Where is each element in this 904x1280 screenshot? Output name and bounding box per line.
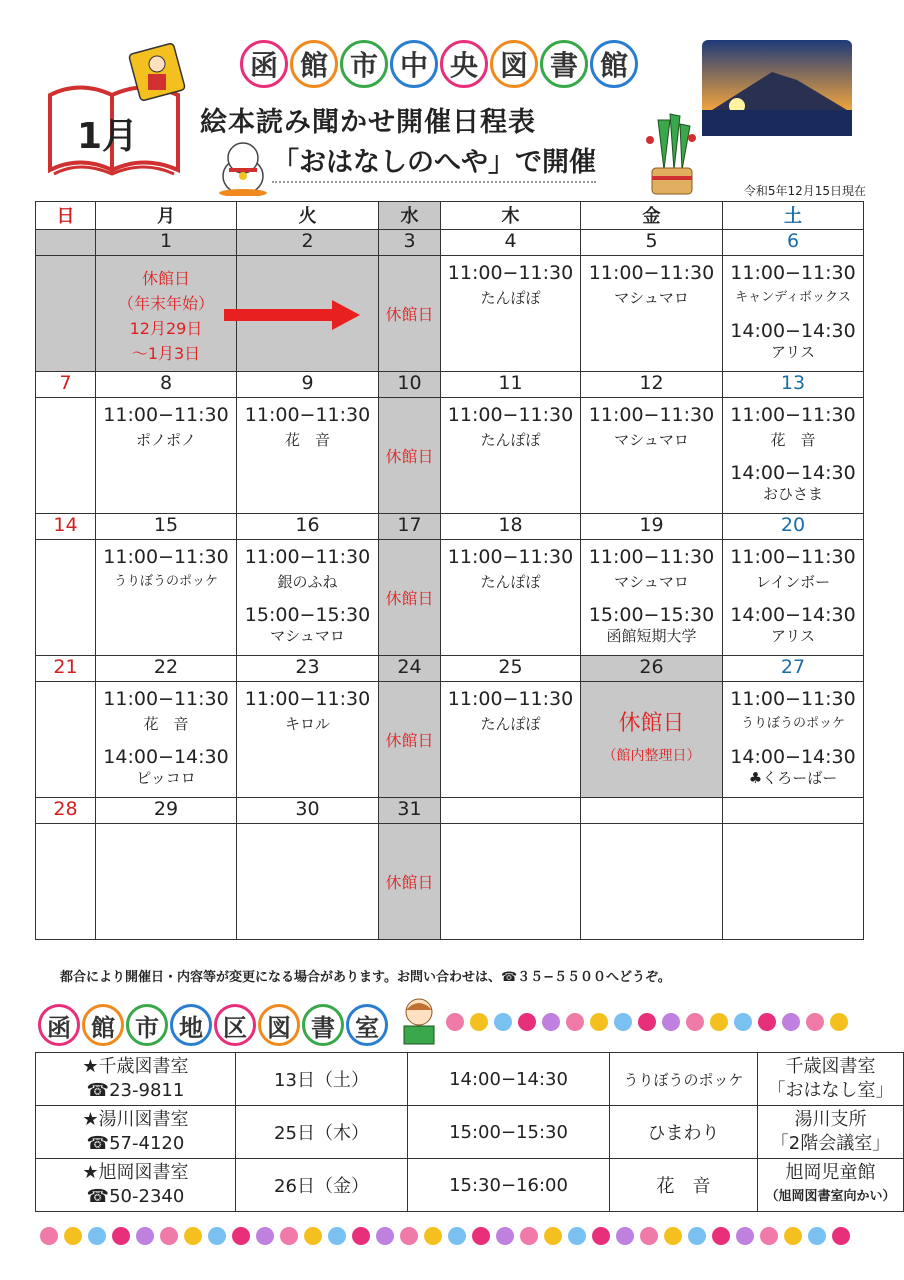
branch-title-circles <box>38 1004 388 1046</box>
flower-icon <box>712 1227 730 1245</box>
session-time: 11:00−11:30 <box>244 688 371 710</box>
closed-label: 休館日 <box>385 447 434 466</box>
date-cell: 12 <box>581 372 723 398</box>
flower-icon <box>832 1227 850 1245</box>
session-time: 11:00−11:30 <box>730 404 856 426</box>
closed-label: 休館日 <box>385 589 434 608</box>
flower-icon <box>280 1227 298 1245</box>
date-cell: 22 <box>96 656 237 682</box>
group-name: うりぼうのポッケ <box>113 574 218 589</box>
schedule-cell <box>379 398 441 514</box>
schedule-cell <box>723 682 864 798</box>
date-cell: 21 <box>36 656 96 682</box>
flower-icon <box>616 1227 634 1245</box>
group-name: ピッコロ <box>136 769 196 787</box>
branch-place-cell <box>758 1053 904 1106</box>
branch-place-cell <box>758 1106 904 1159</box>
schedule-cell <box>36 824 96 940</box>
branch-group: ひまわり <box>610 1106 758 1159</box>
branch-place-cell <box>758 1159 904 1212</box>
flower-icon <box>590 1013 608 1031</box>
date-cell: 16 <box>237 514 379 540</box>
date-cell: 10 <box>379 372 441 398</box>
weekday-header: 木 <box>441 202 581 230</box>
closed-label: 休館日 <box>618 711 685 736</box>
title-char: 央 <box>440 40 488 88</box>
date-cell: 19 <box>581 514 723 540</box>
weekday-header: 月 <box>96 202 237 230</box>
flower-icon <box>686 1013 704 1031</box>
flower-icon <box>688 1227 706 1245</box>
page-title: 絵本読み聞かせ開催日程表 <box>200 107 536 138</box>
weekday-header: 金 <box>581 202 723 230</box>
title-char: 中 <box>390 40 438 88</box>
closed-block <box>96 266 236 366</box>
branch-date: 26日（金） <box>236 1159 408 1212</box>
group-name: たんぽぽ <box>480 431 541 449</box>
session-time: 11:00−11:30 <box>103 688 229 710</box>
branch-title-char: 書 <box>302 1004 344 1046</box>
schedule-cell <box>237 824 379 940</box>
schedule-cell <box>441 256 581 372</box>
closed-note: （館内整理日） <box>602 748 701 764</box>
session-time: 11:00−11:30 <box>447 688 574 710</box>
title-circles <box>240 40 638 88</box>
date-cell: 18 <box>441 514 581 540</box>
schedule-cell <box>379 540 441 656</box>
group-name: たんぽぽ <box>480 289 541 307</box>
session-time: 11:00−11:30 <box>588 262 715 284</box>
branch-group: うりぼうのポッケ <box>610 1053 758 1106</box>
weekday-header: 日 <box>36 202 96 230</box>
schedule-cell <box>441 540 581 656</box>
flower-icon <box>208 1227 226 1245</box>
date-cell <box>581 798 723 824</box>
date-cell <box>441 798 581 824</box>
schedule-cell <box>581 540 723 656</box>
flower-icon <box>662 1013 680 1031</box>
date-cell: 20 <box>723 514 864 540</box>
flower-icon <box>614 1013 632 1031</box>
schedule-cell <box>379 256 441 372</box>
date-cell: 27 <box>723 656 864 682</box>
flower-icon <box>518 1013 536 1031</box>
schedule-cell <box>723 540 864 656</box>
group-name: マシュマロ <box>614 431 689 449</box>
lucky-cat-icon <box>215 138 271 196</box>
branch-name-cell <box>36 1106 236 1159</box>
branch-name: ★旭岡図書室 <box>82 1162 189 1183</box>
group-name: たんぽぽ <box>480 715 541 733</box>
weekday-header: 水 <box>379 202 441 230</box>
flower-border-top <box>446 1008 848 1036</box>
schedule-cell <box>581 398 723 514</box>
flower-icon <box>494 1013 512 1031</box>
flower-icon <box>232 1227 250 1245</box>
schedule-cell <box>36 682 96 798</box>
date-cell: 31 <box>379 798 441 824</box>
closed-label: 休館日 <box>141 269 190 288</box>
schedule-cell <box>36 398 96 514</box>
flower-icon <box>520 1227 538 1245</box>
schedule-cell <box>96 540 237 656</box>
date-cell <box>723 798 864 824</box>
session-time: 11:00−11:30 <box>103 404 229 426</box>
schedule-cell <box>237 540 379 656</box>
date-cell: 9 <box>237 372 379 398</box>
as-of-date: 令和5年12月15日現在 <box>743 184 866 198</box>
branch-title-char: 地 <box>170 1004 212 1046</box>
title-char: 館 <box>590 40 638 88</box>
date-cell: 6 <box>723 230 864 256</box>
sunrise-mountain-image <box>702 40 852 136</box>
kadomatsu-icon <box>640 110 700 196</box>
schedule-cell <box>36 256 96 372</box>
title-char: 図 <box>490 40 538 88</box>
flower-icon <box>64 1227 82 1245</box>
schedule-cell <box>581 682 723 798</box>
date-cell: 14 <box>36 514 96 540</box>
group-name: マシュマロ <box>270 627 345 645</box>
group-name: うりぼうのポッケ <box>740 716 845 731</box>
schedule-cell <box>723 824 864 940</box>
arrow-right-icon <box>224 300 362 330</box>
branch-title-char: 室 <box>346 1004 388 1046</box>
group-name: マシュマロ <box>614 289 689 307</box>
group-name: おひさま <box>762 485 823 503</box>
date-cell: 7 <box>36 372 96 398</box>
date-cell <box>36 230 96 256</box>
reading-child-icon <box>396 996 442 1048</box>
group-name: アリス <box>770 343 816 361</box>
date-cell: 23 <box>237 656 379 682</box>
session-time: 11:00−11:30 <box>730 546 856 568</box>
group-name: 函館短期大学 <box>606 627 697 645</box>
date-cell: 24 <box>379 656 441 682</box>
schedule-cell <box>723 256 864 372</box>
date-cell: 15 <box>96 514 237 540</box>
branch-date: 25日（木） <box>236 1106 408 1159</box>
schedule-cell <box>379 682 441 798</box>
group-name: ポノポノ <box>135 431 196 449</box>
session-time: 14:00−14:30 <box>730 746 856 768</box>
branch-place-note: 「2階会議室」 <box>770 1133 891 1154</box>
schedule-cell <box>441 682 581 798</box>
date-cell: 2 <box>237 230 379 256</box>
flower-icon <box>136 1227 154 1245</box>
flower-icon <box>808 1227 826 1245</box>
group-name: レインボー <box>755 573 831 591</box>
calendar-table <box>35 201 864 940</box>
flower-icon <box>736 1227 754 1245</box>
date-cell: 17 <box>379 514 441 540</box>
session-time: 14:00−14:30 <box>730 604 856 626</box>
weekday-header: 土 <box>723 202 864 230</box>
schedule-cell <box>441 398 581 514</box>
branch-title-char: 区 <box>214 1004 256 1046</box>
session-time: 11:00−11:30 <box>244 404 371 426</box>
notice-text: 都合により開催日・内容等が変更になる場合があります。お問い合わせは、☎３５−５５００へどうぞ。 <box>60 970 671 985</box>
schedule-cell <box>36 540 96 656</box>
branch-title-char: 市 <box>126 1004 168 1046</box>
date-cell: 8 <box>96 372 237 398</box>
branch-place-note: （旭岡図書室向かい） <box>765 1189 896 1204</box>
flower-icon <box>592 1227 610 1245</box>
flower-icon <box>638 1013 656 1031</box>
closed-note: （年末年始） <box>117 294 214 313</box>
flower-icon <box>544 1227 562 1245</box>
flower-icon <box>256 1227 274 1245</box>
branch-title-char: 函 <box>38 1004 80 1046</box>
group-name: たんぽぽ <box>480 573 541 591</box>
branch-time: 14:00−14:30 <box>408 1053 610 1106</box>
closed-note: 12月29日 <box>129 319 203 338</box>
flower-icon <box>472 1227 490 1245</box>
weekday-header: 火 <box>237 202 379 230</box>
flower-icon <box>304 1227 322 1245</box>
session-time: 11:00−11:30 <box>447 404 574 426</box>
title-char: 函 <box>240 40 288 88</box>
branch-title-char: 図 <box>258 1004 300 1046</box>
branch-place: 千歳図書室 <box>785 1056 876 1077</box>
session-time: 11:00−11:30 <box>730 262 856 284</box>
schedule-cell <box>379 824 441 940</box>
flower-icon <box>806 1013 824 1031</box>
session-time: 11:00−11:30 <box>103 546 229 568</box>
branch-title-char: 館 <box>82 1004 124 1046</box>
flower-icon <box>734 1013 752 1031</box>
date-cell: 11 <box>441 372 581 398</box>
group-name: 銀のふね <box>277 573 338 591</box>
branch-tel: ☎23-9811 <box>86 1080 185 1101</box>
session-time: 11:00−11:30 <box>588 404 715 426</box>
group-name: ♣くろーばー <box>748 769 838 787</box>
flower-icon <box>40 1227 58 1245</box>
group-name: 花 音 <box>770 431 816 449</box>
date-cell: 29 <box>96 798 237 824</box>
flower-icon <box>352 1227 370 1245</box>
group-name: キャンディボックス <box>735 290 851 305</box>
flower-icon <box>376 1227 394 1245</box>
flower-icon <box>784 1227 802 1245</box>
group-name: 花 音 <box>143 715 189 733</box>
title-char: 書 <box>540 40 588 88</box>
flower-border-bottom <box>40 1222 850 1250</box>
branch-name-cell <box>36 1159 236 1212</box>
branch-place: 旭岡児童館 <box>785 1162 876 1183</box>
date-cell: 3 <box>379 230 441 256</box>
closed-label: 休館日 <box>385 731 434 750</box>
flower-icon <box>830 1013 848 1031</box>
date-cell: 30 <box>237 798 379 824</box>
flower-icon <box>664 1227 682 1245</box>
schedule-cell <box>96 682 237 798</box>
flower-icon <box>184 1227 202 1245</box>
schedule-cell <box>96 824 237 940</box>
title-char: 市 <box>340 40 388 88</box>
flower-icon <box>566 1013 584 1031</box>
schedule-cell <box>96 256 237 372</box>
flower-icon <box>758 1013 776 1031</box>
flower-icon <box>424 1227 442 1245</box>
page-subtitle: 「おはなしのへや」で開催 <box>272 140 596 183</box>
flower-icon <box>448 1227 466 1245</box>
flower-icon <box>88 1227 106 1245</box>
flower-icon <box>542 1013 560 1031</box>
schedule-cell <box>581 824 723 940</box>
flower-icon <box>328 1227 346 1245</box>
session-time: 11:00−11:30 <box>588 546 715 568</box>
date-cell: 5 <box>581 230 723 256</box>
schedule-cell <box>441 824 581 940</box>
date-cell: 1 <box>96 230 237 256</box>
closed-label: 休館日 <box>385 873 434 892</box>
schedule-cell <box>96 398 237 514</box>
flower-icon <box>710 1013 728 1031</box>
schedule-cell <box>237 398 379 514</box>
session-time: 15:00−15:30 <box>588 604 715 626</box>
group-name: マシュマロ <box>614 573 689 591</box>
branch-tel: ☎50-2340 <box>86 1186 185 1207</box>
flower-icon <box>782 1013 800 1031</box>
flower-icon <box>470 1013 488 1031</box>
closed-label: 休館日 <box>385 305 434 324</box>
flower-icon <box>446 1013 464 1031</box>
session-time: 14:00−14:30 <box>103 746 229 768</box>
flower-icon <box>568 1227 586 1245</box>
date-cell: 25 <box>441 656 581 682</box>
group-name: 花 音 <box>284 431 330 449</box>
date-cell: 4 <box>441 230 581 256</box>
title-char: 館 <box>290 40 338 88</box>
flower-icon <box>160 1227 178 1245</box>
flower-icon <box>760 1227 778 1245</box>
flower-icon <box>496 1227 514 1245</box>
branch-place: 湯川支所 <box>794 1109 867 1130</box>
date-cell: 28 <box>36 798 96 824</box>
branch-date: 13日（土） <box>236 1053 408 1106</box>
session-time: 11:00−11:30 <box>447 546 574 568</box>
branch-name-cell <box>36 1053 236 1106</box>
branch-group: 花 音 <box>610 1159 758 1212</box>
branch-name: ★千歳図書室 <box>82 1056 189 1077</box>
flower-icon <box>400 1227 418 1245</box>
flower-icon <box>112 1227 130 1245</box>
branch-place-note: 「おはなし室」 <box>767 1080 894 1101</box>
month-label: 1月 <box>77 116 139 157</box>
branch-time: 15:00−15:30 <box>408 1106 610 1159</box>
session-time: 14:00−14:30 <box>730 462 856 484</box>
session-time: 11:00−11:30 <box>244 546 371 568</box>
flower-icon <box>640 1227 658 1245</box>
date-cell: 13 <box>723 372 864 398</box>
schedule-cell <box>237 682 379 798</box>
session-time: 11:00−11:30 <box>730 688 856 710</box>
closed-note: ～1月3日 <box>131 344 201 363</box>
group-name: キロル <box>284 715 330 733</box>
branch-name: ★湯川図書室 <box>82 1109 189 1130</box>
branch-tel: ☎57-4120 <box>86 1133 185 1154</box>
session-time: 14:00−14:30 <box>730 320 856 342</box>
session-time: 11:00−11:30 <box>447 262 574 284</box>
kite-icon <box>122 38 192 108</box>
branch-table <box>35 1052 904 1212</box>
group-name: アリス <box>770 627 816 645</box>
schedule-cell <box>723 398 864 514</box>
branch-time: 15:30−16:00 <box>408 1159 610 1212</box>
session-time: 15:00−15:30 <box>244 604 371 626</box>
schedule-cell <box>581 256 723 372</box>
date-cell: 26 <box>581 656 723 682</box>
